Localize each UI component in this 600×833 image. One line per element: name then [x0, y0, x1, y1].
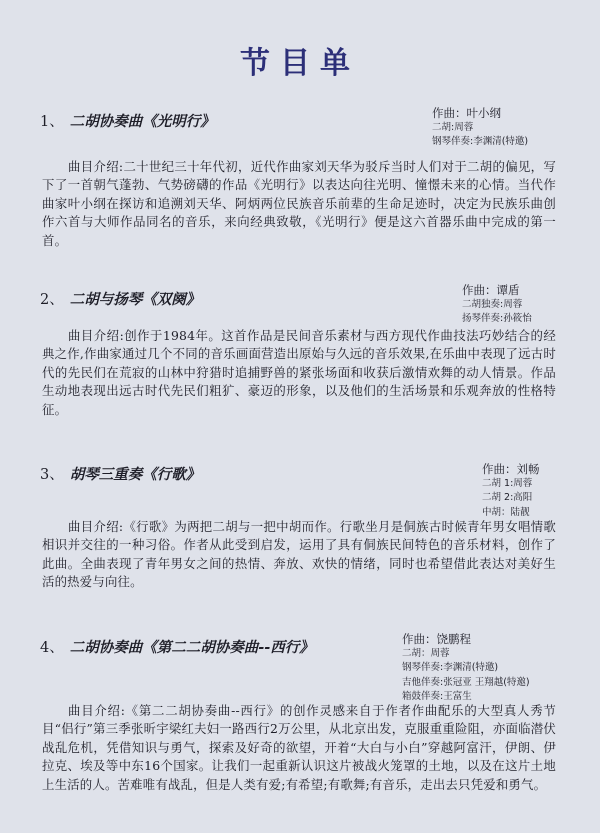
performer-credit: 扬琴伴奏:孙筱怡: [462, 313, 532, 324]
program-title: 二胡协奏曲《光明行》: [69, 113, 215, 130]
performer-credit: 箱鼓伴奏:王富生: [402, 691, 472, 702]
program-number: 2、: [40, 292, 64, 308]
program-heading: [40, 288, 200, 309]
program-credits: [482, 462, 540, 520]
program-title: 胡琴三重奏《行歌》: [69, 466, 201, 483]
program-intro: 曲目介绍:《行歌》为两把二胡与一把中胡而作。行歌坐月是侗族古时候青年男女唱情歌相识并交往的一种习俗。作者从此受到启发，运用了具有侗族民间特色的音乐材料，创作了此曲。全曲表现了青年男女之间的热情、奔放、欢快的情绪，同时也希望借此表达对美好生活的热爱与向往。: [42, 519, 556, 590]
performer-credit: 钢琴伴奏:李渊清(特邀): [402, 662, 499, 673]
program-credits: [402, 632, 530, 705]
performer-credit: 二胡 1:周蓉: [482, 477, 533, 489]
program-heading: [40, 463, 200, 484]
performer-credit: 钢琴伴奏:李渊清(特邀): [432, 136, 529, 147]
program-intro: 曲目介绍:创作于1984年。这首作品是民间音乐素材与西方现代作曲技法巧妙结合的经典之作,作曲家通过几个不同的音乐画面营造出原始与久远的音乐效果,在乐曲中表现了远古时代的先民们在荒寂的山林中狩猎时追捕野兽的紧张场面和收获后激情欢舞的动人情景。作品生动地表现出远古时代先民们粗犷、豪迈的形象，以及他们的生活场景和乐观奔放的性格特征。: [42, 328, 556, 417]
program-title: 二胡与扬琴《双阕》: [69, 291, 201, 308]
program-title: 二胡协奏曲《第二二胡协奏曲--西行》: [69, 639, 314, 656]
page-title: 节目单: [240, 46, 360, 81]
program-intro: 曲目介绍:二十世纪三十年代初，近代作曲家刘天华为驳斥当时人们对于二胡的偏见，写下了一首朝气蓬勃、气势磅礴的作品《光明行》以表达向往光明、憧憬未来的心情。当代作曲家叶小纲在探访和追溯刘天华、阿炳两位民族音乐前辈的生命足迹时，决定为民族乐曲创作六首与大师作品同名的音乐，来向经典致敬，《光明行》便是这六首器乐曲中完成的第一首。: [42, 159, 556, 248]
performer-credit: 二胡 2:高阳: [482, 492, 533, 503]
program-credits: [462, 283, 532, 327]
program-number: 3、: [40, 467, 64, 483]
performer-credit: 二胡:周蓉: [432, 121, 474, 133]
performer-credit: 中胡：陆靓: [482, 506, 530, 518]
performer-credit: 吉他伴奏:张冠亚 王翔越(特邀): [402, 676, 530, 688]
program-heading: [40, 110, 215, 131]
program-heading: [40, 636, 314, 657]
performer-credit: 二胡：周蓉: [402, 647, 450, 659]
composer-credit: 作曲：饶鹏程: [402, 632, 471, 646]
program-number: 4、: [40, 640, 64, 656]
composer-credit: 作曲：谭盾: [462, 283, 520, 297]
composer-credit: 作曲：刘畅: [482, 462, 540, 476]
program-intro: 曲目介绍:《第二二胡协奏曲--西行》的创作灵感来自于作者作曲配乐的大型真人秀节目“侣行”第三季张昕宇梁红夫妇一路西行2万公里，从北京出发，克服重重险阻，亦面临潜伏战乱危机，凭借知识与勇气，探索及好奇的欲望，开着“大白与小白”穿越阿富汗，伊朗、伊拉克、埃及等中东16个国家。让我们一起重新认识这片被战火笼罩的土地，以及在这片土地上生活的人。苦难唯有战乱，但是人类有爱;有希望;有歌舞;有音乐，走出去只凭爱和勇气。: [42, 703, 556, 792]
program-credits: [432, 106, 528, 150]
performer-credit: 二胡独奏:周蓉: [462, 298, 523, 310]
program-number: 1、: [40, 114, 64, 130]
composer-credit: 作曲：叶小纲: [432, 106, 501, 120]
